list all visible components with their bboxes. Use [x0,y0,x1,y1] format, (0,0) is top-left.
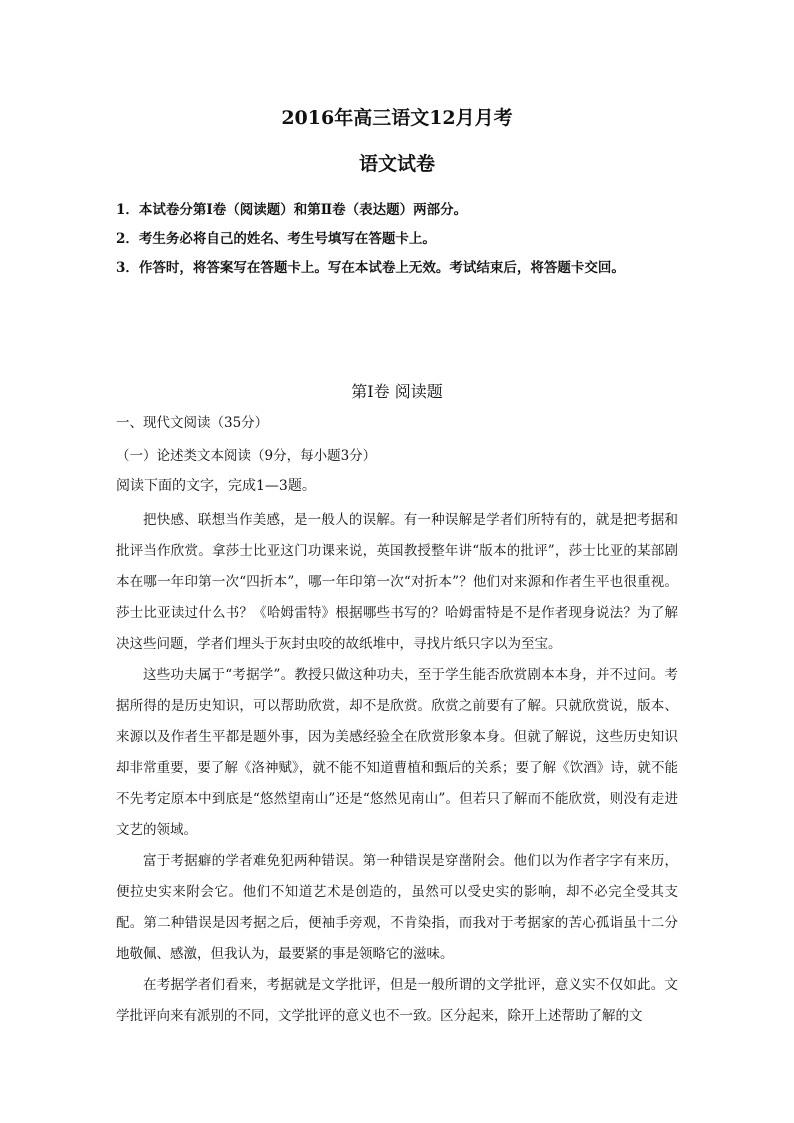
passage-paragraph: 这些功夫属于“考据学”。教授只做这种功夫，至于学生能否欣赏剧本本身，并不过问。考据所得的是历史知识，可以帮助欣赏，却不是欣赏。欣赏之前要有了解。只就欣赏说，版本、来源以及作者生平都是题外事，因为美感经验全在欣赏形象本身。但就了解说，这些历史知识却非常重要，要了解《洛神赋》，就不能不知道曹植和甄后的关系；要了解《饮酒》诗，就不能不先考定原本中到底是“悠然望南山”还是“悠然见南山”。但若只了解而不能欣赏，则没有走进文艺的领域。 [116,667,678,838]
passage-paragraph: 在考据学者们看来，考据就是文学批评，但是一般所谓的文学批评，意义实不仅如此。文学批评向来有派别的不同，文学批评的意义也不一致。区分起来，除开上述帮助了解的文 [116,977,678,1024]
passage-paragraph: 把快感、联想当作美感，是一般人的误解。有一种误解是学者们所特有的，就是把考据和批评当作欣赏。拿莎士比亚这门功课来说，英国教授整年讲“版本的批评”，莎士比亚的某部剧本在哪一年印第一次“四折本”，哪一年印第一次“对折本”？他们对来源和作者生平也很重视。莎士比亚读过什么书？《哈姆雷特》根据哪些书写的？哈姆雷特是不是作者现身说法？为了解决这些问题，学者们埋头于灰封虫咬的故纸堆中，寻找片纸只字以为至宝。 [116,512,678,652]
exam-title: 2016年高三语文12月月考 [281,107,513,129]
subpart-heading: （一）论述类文本阅读（9分，每小题3分） [116,448,377,464]
instruction-item: 3．作答时，将答案写在答题卡上。写在本试卷上无效。考试结束后，将答题卡交回。 [116,260,625,276]
instruction-item: 2．考生务必将自己的姓名、考生号填写在答题卡上。 [116,231,436,247]
instructions [116,196,716,283]
part-heading: 一、现代文阅读（35分） [116,415,269,431]
instruction-item: 1．本试卷分第Ⅰ卷（阅读题）和第Ⅱ卷（表达题）两部分。 [116,202,468,218]
passage [116,505,678,1032]
paper-title: 语文试卷 [358,153,435,175]
reading-prompt: 阅读下面的文字，完成1—3题。 [116,478,316,494]
section-title: 第Ⅰ卷 阅读题 [351,382,443,401]
passage-paragraph: 富于考据癖的学者难免犯两种错误。第一种错误是穿凿附会。他们以为作者字字有来历，便拉史实来附会它。他们不知道艺术是创造的，虽然可以受史实的影响，却不必完全受其支配。第二种错误是因考据之后，便袖手旁观，不肯染指，而我对于考据家的苦心孤诣虽十二分地敬佩、感激，但我认为，最要紧的事是领略它的滋味。 [116,853,678,962]
